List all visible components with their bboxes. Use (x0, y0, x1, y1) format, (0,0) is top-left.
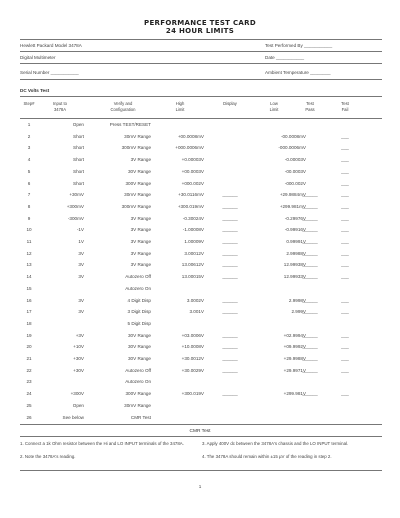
input-cell: Short (73, 168, 84, 174)
display-entry[interactable]: ______ (222, 367, 238, 373)
table-row (0, 330, 400, 342)
high-limit-cell: 13.00612V (181, 262, 204, 268)
input-cell: 3V (78, 262, 84, 268)
footer-rule (20, 470, 382, 471)
fail-checkbox[interactable]: ___ (341, 391, 349, 397)
input-cell: 1V (78, 239, 84, 244)
input-cell: Open (72, 122, 84, 127)
note-step-3: 3. Apply 400V dc between the 3478A's chassis and the LO INPUT terminal. (202, 441, 349, 446)
config-cell: 3V Range (130, 239, 151, 244)
high-limit-cell: +0.00003V (181, 157, 204, 163)
step-cell: 6 (27, 180, 31, 186)
fail-checkbox[interactable]: ___ (341, 297, 349, 303)
display-entry[interactable]: ______ (222, 332, 238, 338)
fail-checkbox[interactable]: ___ (341, 227, 349, 233)
low-limit-cell: -0.00003V (284, 157, 306, 163)
high-limit-cell: 3.0002V (186, 297, 204, 303)
high-limit-cell: +30.0029V (181, 367, 204, 373)
pass-checkbox[interactable]: ______ (302, 297, 318, 303)
low-limit-cell: +299.981mV (279, 203, 306, 209)
config-cell: 30V Range (128, 344, 151, 350)
document-title: PERFORMANCE TEST CARD (144, 19, 256, 27)
pass-checkbox[interactable]: ______ (302, 227, 318, 233)
config-cell: Autozero Off (125, 367, 151, 373)
input-cell: -1V (76, 227, 84, 233)
dmm-label: Digital Multimeter (20, 55, 56, 60)
step-cell: 3 (27, 145, 31, 151)
pass-checkbox[interactable]: ______ (302, 215, 318, 221)
header-high-limit: High Limit (175, 101, 185, 112)
input-cell: Open (72, 402, 84, 408)
low-limit-cell: 12.99938V (283, 262, 306, 268)
input-cell: +30mV (69, 192, 84, 198)
pass-checkbox[interactable]: ______ (302, 367, 318, 373)
table-row (0, 142, 400, 154)
header-pass: Test Pass (305, 101, 315, 112)
table-row (0, 353, 400, 365)
display-entry[interactable]: ______ (222, 215, 238, 221)
high-limit-cell: +300.019V (181, 391, 204, 397)
input-cell: 3V (78, 250, 84, 256)
table-top-rule (20, 96, 382, 97)
pass-checkbox[interactable]: ______ (302, 309, 318, 315)
pass-checkbox[interactable]: ______ (302, 332, 318, 338)
table-row (0, 400, 400, 412)
input-cell: +30V (73, 367, 84, 373)
low-limit-cell: +299.981V (283, 391, 306, 397)
fail-checkbox[interactable]: ___ (341, 145, 349, 151)
high-limit-cell: 13.00015V (181, 274, 204, 280)
config-cell: Autozero On (125, 379, 151, 385)
fail-checkbox[interactable]: ___ (341, 344, 349, 350)
fail-checkbox[interactable]: ___ (341, 157, 349, 163)
config-cell: Press TEST/RESET (109, 122, 151, 127)
display-entry[interactable]: ______ (222, 203, 238, 209)
table-row (0, 376, 400, 388)
low-limit-cell: 12.99933V (283, 274, 306, 280)
config-cell: 30V Range (128, 168, 151, 174)
date-field[interactable]: Date ___________ (265, 55, 305, 60)
fail-checkbox[interactable]: ___ (341, 332, 349, 338)
low-limit-cell: +29.9988V (283, 356, 306, 361)
header-input: Input to 3478A (53, 101, 67, 112)
step-cell: 11 (26, 239, 32, 244)
table-row (0, 166, 400, 178)
step-cell: 25 (26, 402, 32, 408)
fail-checkbox[interactable]: ___ (341, 215, 349, 221)
low-limit-cell: 0.99991V (286, 239, 306, 244)
step-cell: 7 (27, 192, 31, 198)
serial-field[interactable]: Serial Number ___________ (20, 70, 79, 75)
input-cell: See below (62, 414, 84, 420)
low-limit-cell: +02.9994V (283, 332, 306, 338)
header-config: Verify and Configuration (110, 101, 136, 112)
config-cell: CMR Test (130, 414, 151, 420)
fail-checkbox[interactable]: ___ (341, 168, 349, 174)
input-cell: 3V (78, 274, 84, 280)
display-entry[interactable]: ______ (222, 274, 238, 280)
high-limit-cell: -0.30024V (182, 215, 204, 221)
display-entry[interactable]: ______ (222, 344, 238, 350)
page-number: 1 (198, 484, 202, 489)
table-bottom-rule (20, 424, 382, 425)
high-limit-cell: +000.0006mV (175, 145, 204, 151)
step-cell: 5 (27, 168, 31, 174)
display-entry[interactable]: ______ (222, 297, 238, 303)
temperature-field[interactable]: Ambient Temperature ________ (265, 70, 331, 75)
low-limit-cell: -000.002V (284, 180, 306, 186)
config-cell: 30mV Range (124, 133, 151, 139)
input-cell: +300mV (66, 203, 84, 209)
high-limit-cell: -1.00008V (182, 227, 204, 233)
pass-checkbox[interactable]: ______ (302, 356, 318, 361)
config-cell: 3V Range (130, 227, 151, 233)
cmr-rule (20, 436, 382, 437)
input-cell: Short (73, 145, 84, 151)
step-cell: 18 (26, 320, 32, 326)
config-cell: 300mV Range (121, 145, 151, 151)
high-limit-cell: +30.0116mV (178, 192, 204, 198)
config-cell: 300V Range (125, 180, 151, 186)
fail-checkbox[interactable]: ___ (341, 309, 349, 315)
step-cell: 10 (26, 227, 32, 233)
config-cell: 300V Range (125, 391, 151, 397)
form-top-rule (20, 39, 382, 40)
fail-checkbox[interactable]: ___ (341, 274, 349, 280)
high-limit-cell: 3.00012V (184, 250, 204, 256)
step-cell: 16 (26, 297, 32, 303)
config-cell: 30mV Range (124, 402, 151, 408)
high-limit-cell: +00.0003V (181, 168, 204, 174)
high-limit-cell: +000.002V (181, 180, 204, 186)
pass-checkbox[interactable]: ______ (302, 203, 318, 209)
display-entry[interactable]: ______ (222, 356, 238, 361)
step-cell: 19 (26, 332, 32, 338)
table-row (0, 271, 400, 283)
table-row (0, 341, 400, 353)
low-limit-cell: +29.9884mV (279, 192, 306, 198)
note-step-1: 1. Connect a 1k Ohm resistor between the Hi and LO INPUT terminals of the 3478A. (20, 441, 184, 446)
display-entry[interactable]: ______ (222, 309, 238, 315)
config-cell: 5 Digit Disp (127, 320, 151, 326)
pass-checkbox[interactable]: ______ (302, 239, 318, 244)
header-display: Display (223, 101, 237, 106)
config-cell: 30mV Range (124, 192, 151, 198)
table-row (0, 189, 400, 201)
model-label: Hewlett Packard Model 3478A (20, 43, 82, 48)
input-cell: +10V (73, 344, 84, 350)
table-row (0, 224, 400, 236)
config-cell: 3V Range (130, 250, 151, 256)
step-cell: 8 (27, 203, 31, 209)
input-cell: +3V (75, 332, 84, 338)
step-cell: 20 (26, 344, 32, 350)
config-cell: 3V Range (130, 262, 151, 268)
table-row (0, 201, 400, 213)
form-rule-3 (20, 79, 382, 80)
low-limit-cell: +29.9971V (283, 367, 306, 373)
low-limit-cell: -00.0003V (284, 168, 306, 174)
table-row (0, 306, 400, 318)
low-limit-cell: 2.99988V (286, 250, 306, 256)
note-step-4: 4. The 3478A should remain within ±15 µV of the reading in step 2. (202, 454, 332, 459)
header-fail: Test Fail (341, 101, 349, 112)
low-limit-cell: 2.9998V (288, 297, 306, 303)
step-cell: 24 (26, 391, 32, 397)
config-cell: 3V Range (130, 215, 151, 221)
input-cell: Short (73, 180, 84, 186)
pass-checkbox[interactable]: ______ (302, 344, 318, 350)
input-cell: Short (73, 133, 84, 139)
low-limit-cell: -0.29976V (284, 215, 306, 221)
table-row (0, 295, 400, 307)
high-limit-cell: +03.0006V (181, 332, 204, 338)
step-cell: 12 (26, 250, 32, 256)
display-entry[interactable]: ______ (222, 192, 238, 198)
display-entry[interactable]: ______ (222, 227, 238, 233)
input-cell: -300mV (67, 215, 84, 221)
table-row (0, 131, 400, 143)
low-limit-cell: -0.99916V (284, 227, 306, 233)
step-cell: 23 (26, 379, 32, 385)
config-cell: Autozero On (125, 285, 151, 291)
header-step: Step# (23, 101, 35, 106)
config-cell: 4 Digit Disp (127, 297, 151, 303)
step-cell: 17 (26, 309, 32, 315)
step-cell: 26 (26, 414, 32, 420)
header-low-limit: Low Limit (269, 101, 279, 112)
high-limit-cell: +300.019mV (177, 203, 204, 209)
table-row (0, 236, 400, 248)
high-limit-cell: 1.00009V (184, 239, 204, 244)
fail-checkbox[interactable]: ___ (341, 367, 349, 373)
high-limit-cell: +00.0008mV (177, 133, 204, 139)
config-cell: 300mV Range (121, 203, 151, 209)
pass-checkbox[interactable]: ______ (302, 391, 318, 397)
table-row (0, 412, 400, 424)
fail-checkbox[interactable]: ___ (341, 356, 349, 361)
pass-checkbox[interactable]: ______ (302, 250, 318, 256)
low-limit-cell: 2.999V (291, 309, 306, 315)
display-entry[interactable]: ______ (222, 250, 238, 256)
fail-checkbox[interactable]: ___ (341, 192, 349, 198)
table-row (0, 365, 400, 377)
document-subtitle: 24 HOUR LIMITS (165, 27, 235, 35)
step-cell: 4 (27, 157, 31, 163)
fail-checkbox[interactable]: ___ (341, 262, 349, 268)
config-cell: Autozero Off (125, 274, 151, 280)
table-row (0, 388, 400, 400)
pass-checkbox[interactable]: ______ (302, 262, 318, 268)
note-step-2: 2. Note the 3478A's reading. (20, 454, 76, 459)
step-cell: 21 (26, 356, 32, 361)
pass-checkbox[interactable]: ______ (302, 192, 318, 198)
fail-checkbox[interactable]: ___ (341, 239, 349, 244)
display-entry[interactable]: ______ (222, 239, 238, 244)
test-by-field[interactable]: Test Performed By ___________ (265, 43, 333, 48)
high-limit-cell: 3.001V (189, 309, 204, 315)
table-row (0, 283, 400, 295)
table-row (0, 178, 400, 190)
low-limit-cell: -000.0006mV (278, 145, 306, 151)
config-cell: 3 Digit Disp (127, 309, 151, 315)
low-limit-cell: -00.0008mV (280, 133, 306, 139)
fail-checkbox[interactable]: ___ (341, 133, 349, 139)
fail-checkbox[interactable]: ___ (341, 180, 349, 186)
table-row (0, 154, 400, 166)
form-rule-1 (20, 51, 382, 52)
display-entry[interactable]: ______ (222, 391, 238, 397)
step-cell: 2 (27, 133, 31, 139)
cmr-title: CMR Test (189, 429, 211, 434)
step-cell: 22 (26, 367, 32, 373)
input-cell: Short (73, 157, 84, 163)
step-cell: 13 (26, 262, 32, 268)
high-limit-cell: +10.0008V (181, 344, 204, 350)
section-label: DC Volts Test (20, 88, 50, 93)
form-rule-2 (20, 63, 382, 64)
fail-checkbox[interactable]: ___ (341, 203, 349, 209)
fail-checkbox[interactable]: ___ (341, 250, 349, 256)
input-cell: +30V (73, 356, 84, 361)
table-row (0, 119, 400, 131)
display-entry[interactable]: ______ (222, 262, 238, 268)
table-row (0, 259, 400, 271)
input-cell: 3V (78, 297, 84, 303)
high-limit-cell: +30.0012V (181, 356, 204, 361)
low-limit-cell: +09.9992V (283, 344, 306, 350)
pass-checkbox[interactable]: ______ (302, 274, 318, 280)
step-cell: 15 (26, 285, 32, 291)
config-cell: 3V Range (130, 157, 151, 163)
table-row (0, 213, 400, 225)
input-cell: 3V (78, 309, 84, 315)
table-row (0, 318, 400, 330)
config-cell: 30V Range (128, 332, 151, 338)
step-cell: 14 (26, 274, 32, 280)
input-cell: +300V (70, 391, 84, 397)
table-row (0, 248, 400, 260)
step-cell: 1 (27, 122, 31, 127)
step-cell: 9 (27, 215, 31, 221)
config-cell: 30V Range (128, 356, 151, 361)
